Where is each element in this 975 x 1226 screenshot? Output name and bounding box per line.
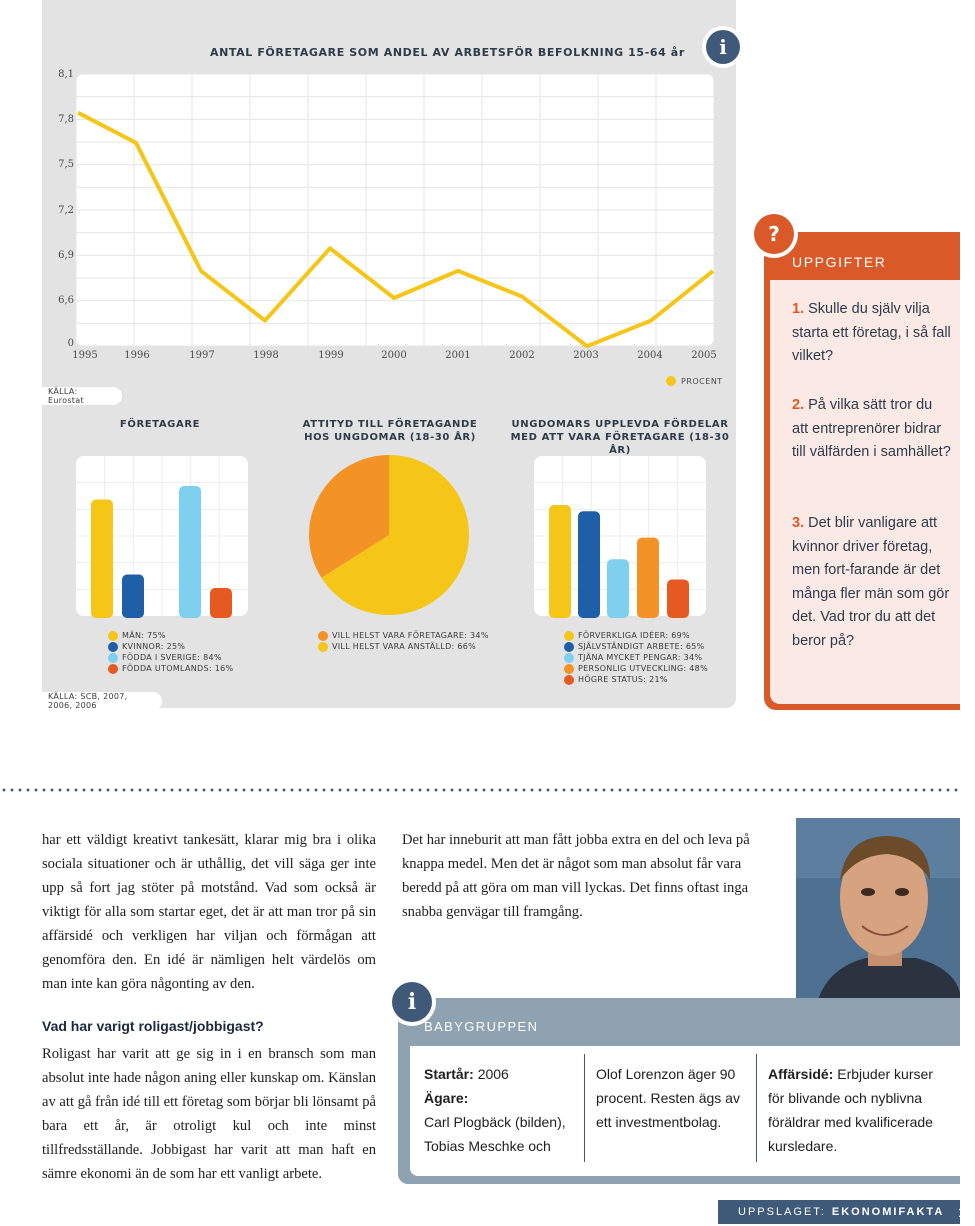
source-eurostat: KÄLLA: Eurostat bbox=[42, 387, 122, 405]
line-chart-title: ANTAL FÖRETAGARE SOM ANDEL AV ARBETSFÖR BEFOLKNING 15-64 år bbox=[210, 46, 685, 59]
legend-item bbox=[564, 652, 708, 663]
question-2 bbox=[792, 394, 952, 465]
x-tick: 2002 bbox=[509, 350, 535, 361]
x-tick: 2003 bbox=[573, 350, 599, 361]
legend-dot bbox=[318, 642, 328, 652]
legend-item bbox=[564, 641, 708, 652]
legend-label: VILL HELST VARA FÖRETAGARE: 34% bbox=[332, 631, 489, 640]
legend-label: KVINNOR: 25% bbox=[122, 642, 186, 651]
legend-label: FÖDDA I SVERIGE: 84% bbox=[122, 653, 222, 662]
y-tick: 6,6 bbox=[58, 295, 74, 306]
x-tick: 1995 bbox=[72, 350, 98, 361]
bar bbox=[667, 579, 689, 618]
x-tick: 1997 bbox=[189, 350, 215, 361]
x-tick: 2005 bbox=[691, 350, 717, 361]
legend-dot bbox=[318, 631, 328, 641]
page-number: 11 bbox=[958, 1204, 975, 1220]
bar bbox=[210, 588, 232, 618]
attityd-title-line2: HOS UNGDOMAR (18-30 ÅR) bbox=[304, 432, 476, 443]
startar-label: Startår: bbox=[424, 1066, 474, 1082]
question-number: 2. bbox=[792, 397, 805, 413]
attityd-title-line1: ATTITYD TILL FÖRETAGANDE bbox=[302, 419, 478, 430]
babygruppen-col3 bbox=[768, 1062, 948, 1158]
x-tick: 2004 bbox=[637, 350, 663, 361]
procent-label: PROCENT bbox=[681, 376, 723, 386]
x-tick: 1998 bbox=[253, 350, 279, 361]
article-col2-para: Det har inneburit att man fått jobba extra en del och leva på knappa medel. Men det är något som man absolut får vara beredd på att göra om man vill lyckas. Det finns oftast inga snabba genvägar till framgång. bbox=[402, 832, 750, 920]
column-divider bbox=[584, 1054, 585, 1162]
portrait-photo bbox=[796, 818, 960, 1006]
babygruppen-col1 bbox=[424, 1062, 584, 1158]
y-tick: 7,5 bbox=[58, 159, 74, 170]
legend-dot bbox=[564, 675, 574, 685]
legend-dot bbox=[108, 642, 118, 652]
legend-item bbox=[564, 630, 708, 641]
attityd-legend bbox=[318, 630, 489, 652]
legend-item bbox=[108, 641, 233, 652]
foretagare-legend bbox=[108, 630, 233, 674]
y-tick: 7,2 bbox=[58, 205, 74, 216]
article-question: Vad har varigt roligast/jobbigast? bbox=[42, 1018, 264, 1034]
question-text: På vilka sätt tror du att entreprenörer bidrar till välfärden i samhället? bbox=[792, 397, 951, 460]
startar-value: 2006 bbox=[477, 1066, 509, 1082]
bar bbox=[637, 538, 659, 618]
affarside-label: Affärsidé: bbox=[768, 1066, 834, 1082]
legend-label: VILL HELST VARA ANSTÄLLD: 66% bbox=[332, 642, 477, 651]
x-tick: 1999 bbox=[318, 350, 344, 361]
question-1 bbox=[792, 298, 952, 369]
legend-label: PERSONLIG UTVECKLING: 48% bbox=[578, 664, 708, 673]
y-tick: 6,9 bbox=[58, 250, 74, 261]
legend-item bbox=[108, 663, 233, 674]
legend-item bbox=[108, 652, 233, 663]
legend-item bbox=[564, 674, 708, 685]
agare-label: Ägare: bbox=[424, 1090, 469, 1106]
legend-item bbox=[564, 663, 708, 674]
legend-label: FÖRVERKLIGA IDÉER: 69% bbox=[578, 631, 690, 640]
legend-label: MÄN: 75% bbox=[122, 631, 166, 640]
owners-text: Carl Plogbäck (bilden), Tobias Meschke och bbox=[424, 1114, 566, 1154]
legend-label: HÖGRE STATUS: 21% bbox=[578, 675, 668, 684]
y-tick: 8,1 bbox=[58, 69, 74, 80]
bar bbox=[179, 486, 201, 618]
legend-dot bbox=[564, 653, 574, 663]
fordelar-legend bbox=[564, 630, 708, 685]
column-divider bbox=[756, 1054, 757, 1162]
bar bbox=[122, 575, 144, 619]
bar bbox=[607, 559, 629, 618]
question-number: 3. bbox=[792, 515, 805, 531]
article-col1-para1: har ett väldigt kreativt tankesätt, klarar mig bra i olika sociala situationer och är uthållig, det vill säga ger inte upp så fort jag stöter på motstånd. Vad som också är viktigt för alla som startar eget, det är att man tror på sin affärsidé och verkligen har viljan och förmågan att genomföra den. En idé är nämligen helt värdelös om man inte kan göra någonting av den. bbox=[42, 832, 376, 992]
babygruppen-col2: Olof Lorenzon äger 90 procent. Resten ägs av ett investmentbolag. bbox=[596, 1066, 740, 1130]
x-tick: 2001 bbox=[445, 350, 471, 361]
legend-dot bbox=[108, 653, 118, 663]
legend-label: FÖDDA UTOMLANDS: 16% bbox=[122, 664, 234, 673]
bar bbox=[549, 505, 571, 618]
page-footer bbox=[718, 1200, 975, 1224]
legend-dot bbox=[564, 631, 574, 641]
legend-item bbox=[318, 641, 489, 652]
x-tick: 1996 bbox=[124, 350, 150, 361]
affarside-text: Erbjuder kurser för blivande och nyblivna föräldrar med kvalificerade kursledare. bbox=[768, 1066, 933, 1154]
info-icon: i bbox=[388, 978, 436, 1026]
legend-dot bbox=[564, 642, 574, 652]
foretagare-title: FÖRETAGARE bbox=[119, 419, 201, 430]
question-text: Skulle du själv vilja starta ett företag, i så fall vilket? bbox=[792, 301, 951, 364]
question-text: Det blir vanligare att kvinnor driver företag, men fort-farande är det många fler män som gör det. Vad tror du att det beror på? bbox=[792, 515, 950, 649]
dotted-divider bbox=[0, 788, 960, 792]
legend-label: TJÄNA MYCKET PENGAR: 34% bbox=[578, 653, 703, 662]
bar bbox=[91, 500, 113, 619]
fordelar-title-line1: UNGDOMARS UPPLEVDA FÖRDELAR bbox=[511, 419, 729, 430]
babygruppen-heading: BABYGRUPPEN bbox=[424, 1019, 539, 1034]
article-col1-para2: Roligast har varit att ge sig in i en bransch som man absolut inte hade någon aning eller kunskap om. Känslan av att gå från idé till ett företag som börjar bli lönsamt på bara ett år, är otroligt kul och inte minst tillfredsställande. Jobbigast har varit att man haft en sämre ekonomi än de som har ett vanligt arbete. bbox=[42, 1046, 376, 1182]
source-scb: KÄLLA: SCB, 2007, 2006, 2006 bbox=[42, 692, 162, 710]
x-tick: 2000 bbox=[381, 350, 407, 361]
uppgifter-heading: UPPGIFTER bbox=[792, 254, 887, 270]
question-number: 1. bbox=[792, 301, 805, 317]
question-3 bbox=[792, 512, 952, 653]
legend-item bbox=[318, 630, 489, 641]
question-icon: ? bbox=[750, 210, 798, 258]
legend-item bbox=[108, 630, 233, 641]
startar-row bbox=[424, 1062, 584, 1086]
footer-section: UPPSLAGET: bbox=[738, 1206, 826, 1218]
y-tick: 7,8 bbox=[58, 114, 74, 125]
legend-dot bbox=[108, 631, 118, 641]
footer-topic: EKONOMIFAKTA bbox=[831, 1206, 945, 1218]
info-icon: i bbox=[702, 26, 744, 68]
y-tick: 0 bbox=[67, 338, 74, 349]
portrait-illustration bbox=[796, 818, 960, 1006]
legend-label: SJÄLVSTÄNDIGT ARBETE: 65% bbox=[578, 642, 705, 651]
legend-dot bbox=[108, 664, 118, 674]
bar bbox=[578, 511, 600, 618]
fordelar-title-line2: MED ATT VARA FÖRETAGARE (18-30 ÅR) bbox=[510, 432, 730, 456]
legend-dot bbox=[564, 664, 574, 674]
